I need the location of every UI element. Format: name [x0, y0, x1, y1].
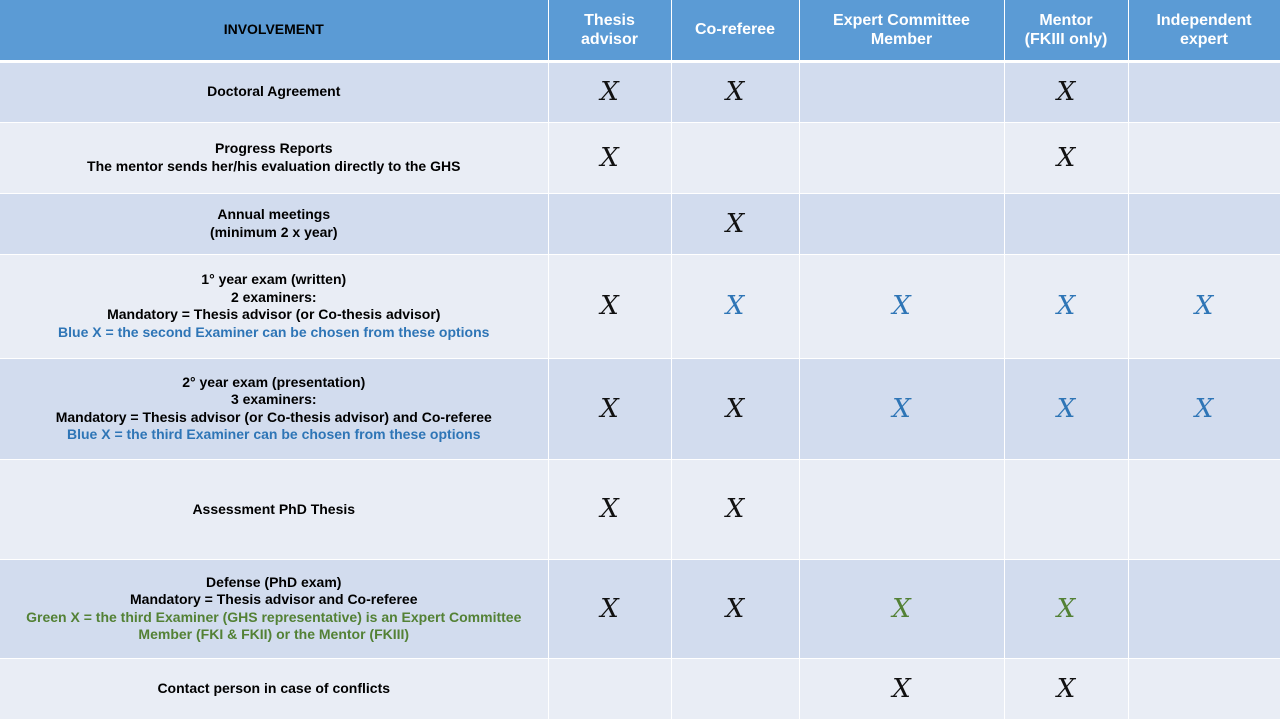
mark-cell [548, 559, 671, 658]
mark-cell [1004, 254, 1128, 358]
mark-cell [1128, 122, 1280, 193]
table-row [0, 254, 1280, 358]
row-label-line: 2 examiners: [230, 288, 317, 305]
row-label-line: 2° year exam (presentation) [182, 373, 366, 390]
x-mark-black: X [725, 393, 745, 424]
mark-cell [1128, 358, 1280, 459]
header-independent-expert [1128, 0, 1280, 61]
table-row [0, 61, 1280, 122]
row-label [0, 61, 548, 122]
x-mark-black: X [1056, 77, 1076, 108]
row-label-line: Defense (PhD exam) [206, 573, 342, 590]
mark-cell [548, 122, 671, 193]
row-label-line: 3 examiners: [230, 391, 317, 408]
row-label [0, 459, 548, 559]
mark-cell [548, 193, 671, 254]
mark-cell [671, 122, 799, 193]
x-mark-black: X [600, 291, 619, 322]
mark-cell [1128, 61, 1280, 122]
mark-cell [671, 658, 799, 719]
mark-cell [1004, 459, 1128, 559]
x-mark-blue: X [1056, 291, 1076, 322]
x-mark-black: X [1056, 673, 1076, 704]
mark-cell [671, 61, 799, 122]
x-mark-blue: X [1194, 291, 1214, 322]
mark-cell [548, 61, 671, 122]
mark-cell [1128, 658, 1280, 719]
table-row [0, 459, 1280, 559]
x-mark-black: X [600, 393, 619, 424]
row-label-line: Annual meetings [217, 206, 331, 223]
mark-cell [671, 459, 799, 559]
x-mark-blue: X [892, 393, 911, 424]
mark-cell [799, 122, 1004, 193]
row-label [0, 559, 548, 658]
mark-cell [799, 254, 1004, 358]
row-note-blue: Blue X = the third Examiner can be chosen from these options [67, 426, 481, 443]
mark-cell [799, 61, 1004, 122]
header-independent-expert-line: Independent [1156, 11, 1252, 29]
mark-cell [1004, 193, 1128, 254]
header-independent-expert-line: expert [1179, 30, 1229, 48]
x-mark-black: X [600, 593, 619, 624]
x-mark-black: X [892, 673, 911, 704]
header-expert-committee-line: Expert Committee [833, 11, 970, 29]
mark-cell [671, 559, 799, 658]
header-thesis-advisor-line: advisor [581, 30, 638, 48]
mark-cell [1128, 254, 1280, 358]
mark-cell [1004, 559, 1128, 658]
row-label-line: (minimum 2 x year) [209, 223, 338, 240]
table-body [0, 61, 1280, 720]
mark-cell [799, 459, 1004, 559]
x-mark-black: X [1056, 142, 1076, 173]
row-label-line: Mandatory = Thesis advisor (or Co-thesis advisor) and Co-referee [55, 408, 492, 425]
header-expert-committee-line: Member [870, 30, 933, 48]
header-thesis-advisor [548, 0, 671, 61]
row-label-line: Doctoral Agreement [207, 83, 341, 100]
row-label [0, 658, 548, 719]
row-label-line: 1° year exam (written) [201, 271, 347, 288]
row-label [0, 254, 548, 358]
header-co-referee: Co-referee [671, 0, 799, 61]
x-mark-blue: X [1056, 393, 1076, 424]
row-label [0, 122, 548, 193]
table-row [0, 358, 1280, 459]
mark-cell [1004, 61, 1128, 122]
x-mark-black: X [725, 593, 745, 624]
x-mark-blue: X [892, 291, 911, 322]
row-label [0, 358, 548, 459]
x-mark-blue: X [1194, 393, 1214, 424]
x-mark-black: X [725, 77, 745, 108]
header-expert-committee [799, 0, 1004, 61]
x-mark-green: X [1056, 593, 1076, 624]
row-label-line: Mandatory = Thesis advisor (or Co-thesis advisor) [107, 306, 441, 323]
x-mark-black: X [600, 494, 619, 525]
mark-cell [799, 559, 1004, 658]
row-label-line: Mandatory = Thesis advisor and Co-referee [130, 591, 418, 608]
x-mark-black: X [725, 208, 745, 239]
row-label-line: Assessment PhD Thesis [192, 500, 356, 517]
header-mentor-line: (FKIII only) [1024, 30, 1108, 48]
mark-cell [548, 358, 671, 459]
row-note-blue: Blue X = the second Examiner can be chosen from these options [58, 323, 490, 340]
x-mark-black: X [725, 494, 745, 525]
mark-cell [1128, 559, 1280, 658]
mark-cell [799, 358, 1004, 459]
mark-cell [799, 658, 1004, 719]
row-label [0, 193, 548, 254]
mark-cell [671, 193, 799, 254]
header-mentor [1004, 0, 1128, 61]
mark-cell [1128, 193, 1280, 254]
header-thesis-advisor-line: Thesis [584, 11, 635, 29]
mark-cell [1004, 658, 1128, 719]
header-involvement: INVOLVEMENT [0, 0, 548, 61]
x-mark-black: X [600, 77, 619, 108]
mark-cell [548, 254, 671, 358]
table-row [0, 658, 1280, 719]
table-row [0, 193, 1280, 254]
row-label-line: The mentor sends her/his evaluation directly to the GHS [87, 157, 461, 174]
row-label-line: Contact person in case of conflicts [157, 680, 391, 697]
mark-cell [548, 459, 671, 559]
mark-cell [799, 193, 1004, 254]
x-mark-blue: X [725, 291, 745, 322]
row-label-line: Progress Reports [215, 140, 333, 157]
x-mark-black: X [600, 142, 619, 173]
header-row [0, 0, 1280, 61]
table-row [0, 122, 1280, 193]
mark-cell [548, 658, 671, 719]
mark-cell [1128, 459, 1280, 559]
table-row [0, 559, 1280, 658]
mark-cell [1004, 122, 1128, 193]
header-mentor-line: Mentor [1039, 11, 1093, 29]
x-mark-green: X [892, 593, 911, 624]
row-note-green: Green X = the third Examiner (GHS representative) is an Expert Committee Member (FKI & FKII) or the Mentor (FKIII) [26, 608, 522, 643]
mark-cell [671, 254, 799, 358]
mark-cell [671, 358, 799, 459]
mark-cell [1004, 358, 1128, 459]
